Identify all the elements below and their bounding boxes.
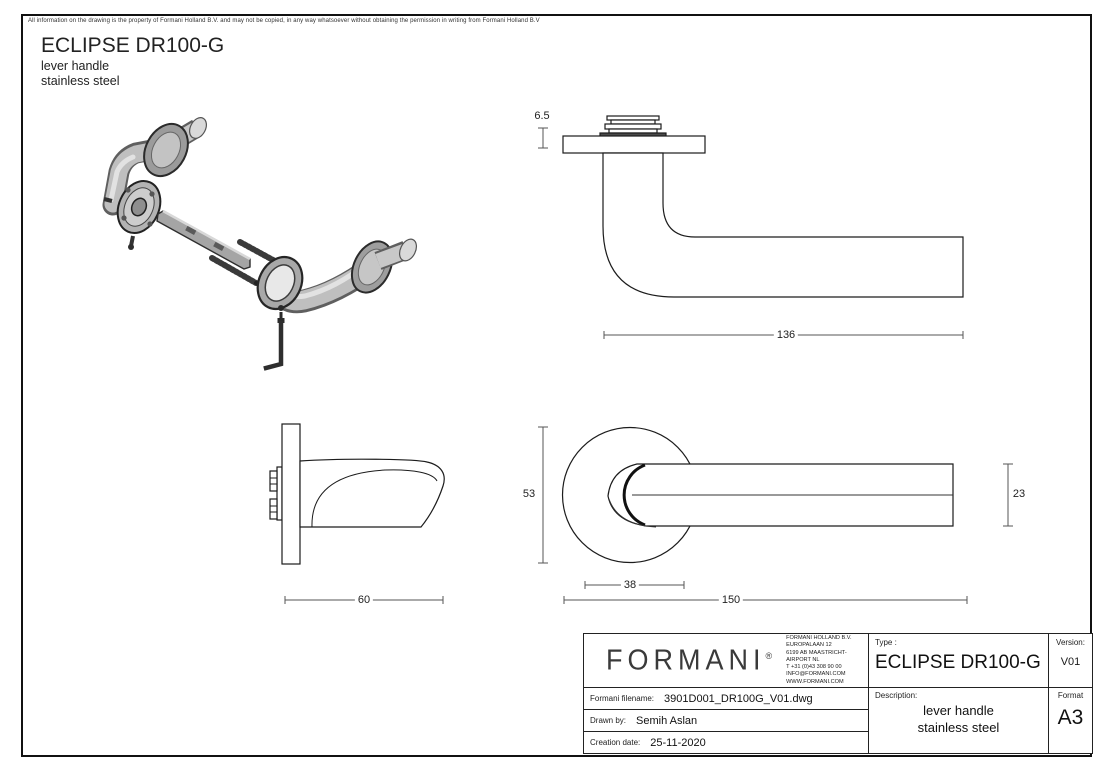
exploded-view [104, 115, 420, 368]
address-line: T +31 (0)43 308 90 00 [786, 664, 842, 671]
description-value [875, 702, 1042, 736]
drawn-by-row [584, 710, 869, 732]
title-block [583, 633, 1093, 754]
side-view [563, 116, 963, 297]
type-value: ECLIPSE DR100-G [875, 652, 1041, 673]
dim-lever-length: 136 [774, 329, 798, 341]
creation-date-label: Creation date: [590, 738, 641, 747]
page-subtitle-1: lever handle [41, 59, 110, 73]
page-subtitle-2: stainless steel [41, 74, 120, 88]
format-cell [1049, 688, 1093, 754]
address-line: WWW.FORMANI.COM [786, 678, 844, 685]
address-line: 6199 AB MAASTRICHT-AIRPORT NL [786, 649, 847, 663]
dim-rosette-diameter: 53 [522, 488, 536, 500]
formani-logo: FORMANI® [606, 644, 773, 676]
front-view [563, 428, 954, 563]
dim-grip-height: 23 [1012, 488, 1026, 500]
dim-total-length: 150 [719, 594, 743, 606]
address-line: EUROPALAAN 12 [786, 642, 832, 649]
creation-date-value: 25-11-2020 [650, 736, 706, 749]
type-cell [869, 634, 1049, 688]
registered-mark: ® [765, 650, 773, 662]
type-label: Type : [875, 638, 897, 647]
profile-view [270, 424, 444, 564]
format-label: Format [1057, 691, 1084, 700]
dim-rosette-thickness: 6.5 [534, 110, 550, 122]
filename-row [584, 688, 869, 710]
version-cell [1049, 634, 1093, 688]
description-label: Description: [875, 691, 918, 700]
description-cell [869, 688, 1049, 754]
address-line: FORMANI HOLLAND B.V. [786, 635, 852, 642]
filename-label: Formani filename: [590, 694, 655, 703]
description-line-2: stainless steel [917, 720, 1000, 735]
drawn-by-label: Drawn by: [590, 716, 627, 725]
drawn-by-value: Semih Aslan [636, 714, 698, 727]
logo-cell [584, 634, 869, 688]
creation-date-row [584, 732, 869, 754]
version-value: V01 [1060, 656, 1081, 668]
dim-projection: 60 [355, 594, 373, 606]
company-address [786, 635, 858, 685]
copyright-disclaimer: All information on the drawing is the property of Formani Holland B.V. and may not be copied, in any way whatsoever without obtaining the permission in writing from Formani Holland B.V [28, 18, 540, 24]
description-line-1: lever handle [923, 703, 994, 718]
page-title: ECLIPSE DR100-G [41, 34, 225, 57]
format-value: A3 [1057, 706, 1084, 729]
filename-value: 3901D001_DR100G_V01.dwg [664, 692, 813, 705]
dim-rosette-width: 38 [621, 579, 639, 591]
version-label: Version: [1056, 638, 1085, 647]
address-line: INFO@FORMANI.COM [786, 671, 846, 678]
